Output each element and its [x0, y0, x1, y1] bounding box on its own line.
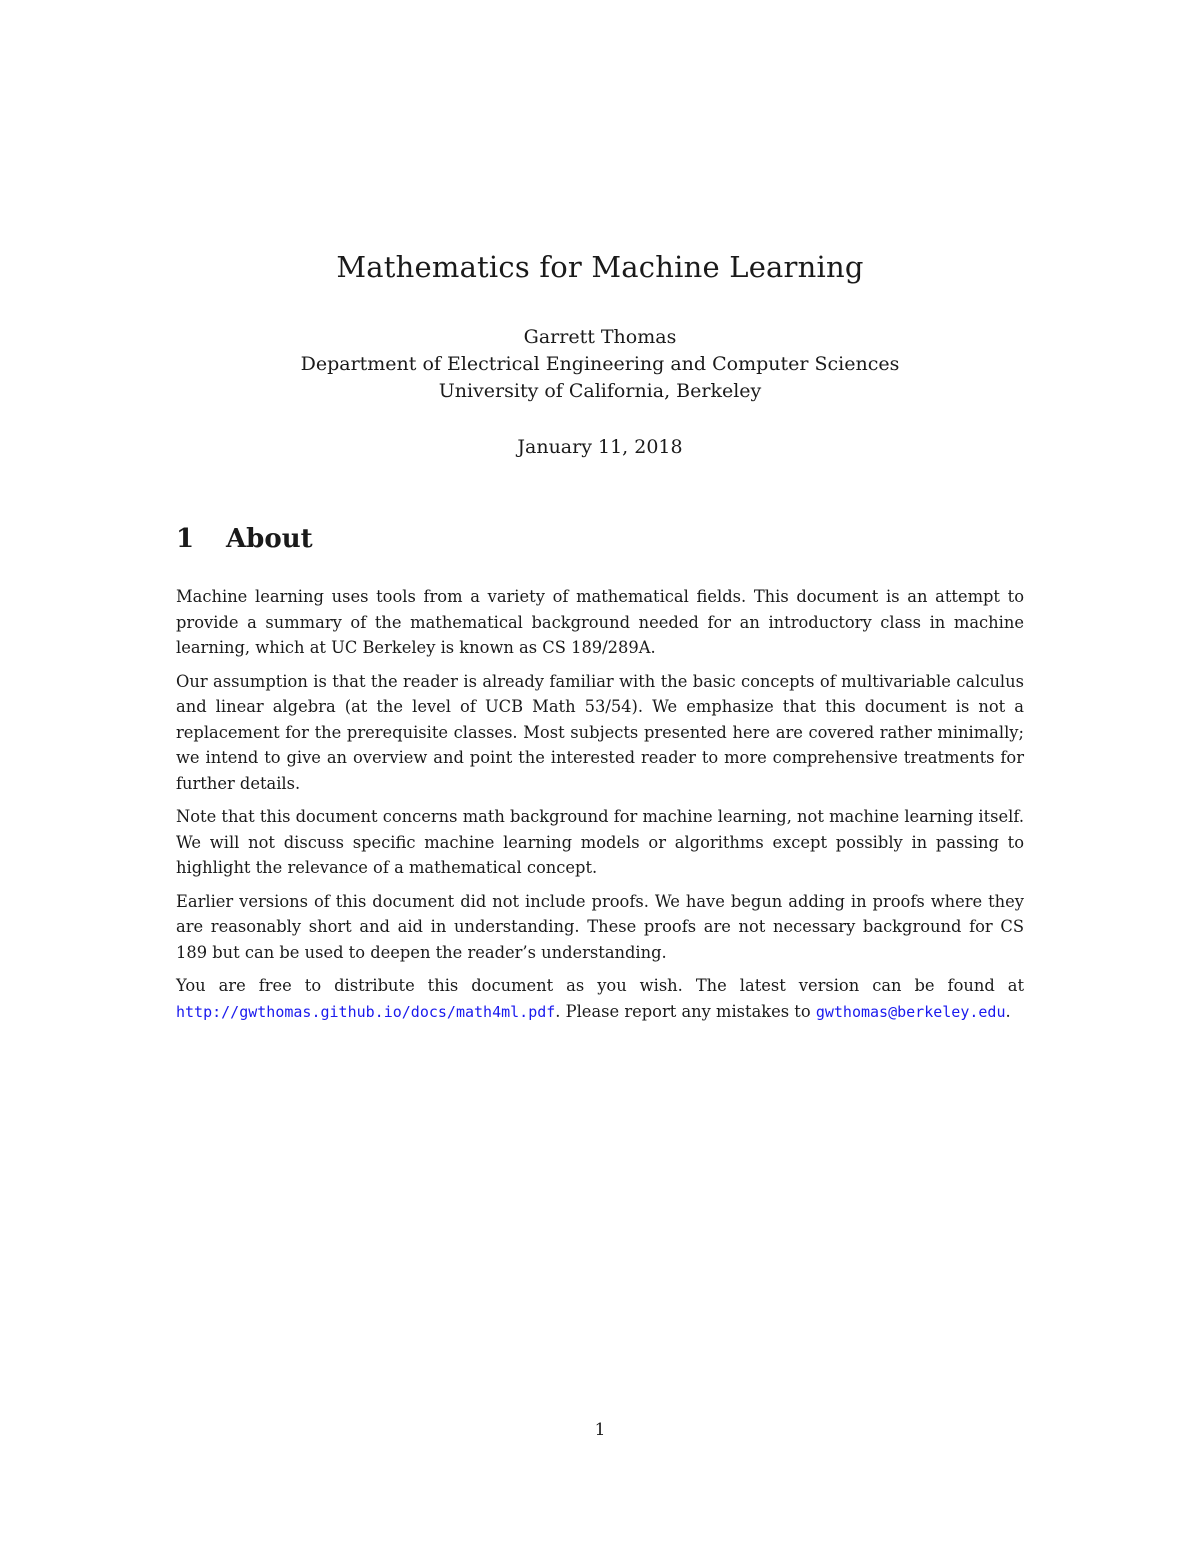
- section-heading: [176, 524, 313, 554]
- section-body: [176, 584, 1024, 1033]
- distribution-text-suffix: .: [1005, 1001, 1011, 1021]
- author-university: University of California, Berkeley: [438, 380, 762, 402]
- document-url-link[interactable]: http://gwthomas.github.io/docs/math4ml.pdf: [176, 1002, 556, 1021]
- author-email-link[interactable]: gwthomas@berkeley.edu: [815, 1002, 1006, 1021]
- paragraph-intro: Machine learning uses tools from a variety of mathematical fields. This document is an attempt to provide a summary of the mathematical background needed for an introductory class in machine learning, which at UC Berkeley is known as CS 189/289A.: [176, 587, 1024, 657]
- paragraph-assumption: Our assumption is that the reader is already familiar with the basic concepts of multivariable calculus and linear algebra (at the level of UCB Math 53/54). We emphasize that this document is not a replacement for the prerequisite classes. Most subjects presented here are covered rather minimally; we intend to give an overview and point the interested reader to more comprehensive treatments for further details.: [176, 671, 1024, 793]
- page-number: 1: [594, 1420, 606, 1440]
- paragraph-distribution: [176, 973, 1024, 1025]
- section-number: 1: [176, 524, 195, 554]
- paragraph-proofs: Earlier versions of this document did not include proofs. We have begun adding in proofs where they are reasonably short and aid in understanding. These proofs are not necessary background for CS 189 but can be used to deepen the reader’s understanding.: [176, 891, 1024, 962]
- document-date: January 11, 2018: [517, 436, 683, 458]
- section-title: About: [226, 524, 313, 554]
- distribution-text-prefix: You are free to distribute this document as you wish. The latest version can be found at: [176, 976, 1024, 995]
- author-name: Garrett Thomas: [523, 326, 677, 348]
- paragraph-scope: Note that this document concerns math background for machine learning, not machine learning itself. We will not discuss specific machine learning models or algorithms except possibly in passing to highlight the relevance of a mathematical concept.: [176, 807, 1024, 877]
- author-block: [0, 324, 1200, 405]
- document-title: Mathematics for Machine Learning: [336, 250, 864, 284]
- distribution-text-middle: . Please report any mistakes to: [555, 1001, 816, 1021]
- author-department: Department of Electrical Engineering and Computer Sciences: [300, 353, 900, 375]
